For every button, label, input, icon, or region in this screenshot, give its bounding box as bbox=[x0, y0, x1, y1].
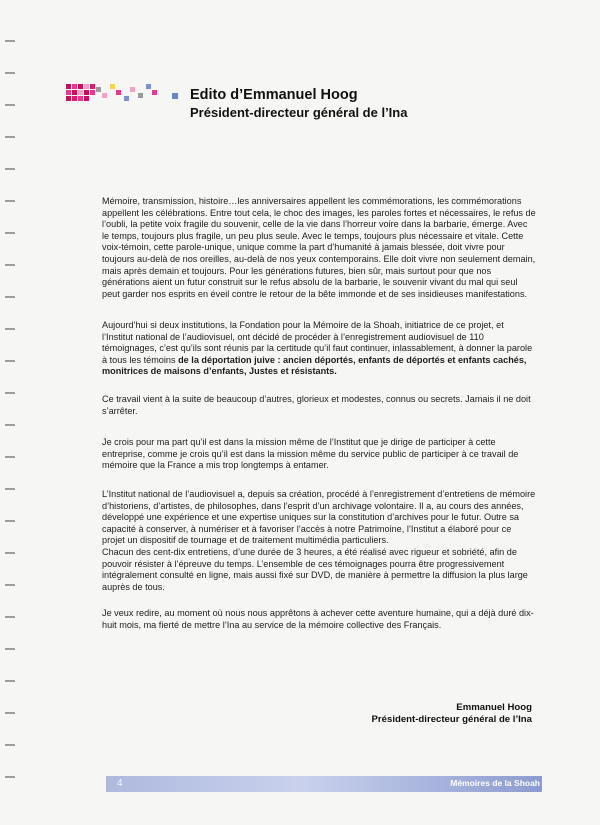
logo-square bbox=[116, 90, 121, 95]
logo-square bbox=[78, 84, 83, 89]
paragraph-5b: Chacun des cent-dix entretiens, d’une durée de 3 heures, a été réalisé avec rigueur et sobriété, afin de pouvoir résister à l’épreuve du temps. L’ensemble de ces témoignages pourra être progressivement intégralement consulté en ligne, mais aussi fixé sur DVD, de manière à permettre la diffusion la plus large auprès de tous. bbox=[102, 546, 528, 592]
binding-tick bbox=[5, 456, 15, 458]
logo-square bbox=[84, 90, 89, 95]
ina-logo-mosaic bbox=[66, 84, 166, 104]
binding-tick bbox=[5, 328, 15, 330]
binding-tick bbox=[5, 264, 15, 266]
binding-tick bbox=[5, 712, 15, 714]
binding-tick bbox=[5, 136, 15, 138]
logo-square bbox=[124, 96, 129, 101]
binding-tick bbox=[5, 552, 15, 554]
binding-tick bbox=[5, 776, 15, 778]
binding-tick bbox=[5, 360, 15, 362]
binding-tick bbox=[5, 392, 15, 394]
logo-square bbox=[66, 90, 71, 95]
binding-tick bbox=[5, 488, 15, 490]
logo-square bbox=[152, 90, 157, 95]
logo-square bbox=[84, 96, 89, 101]
logo-square bbox=[66, 96, 71, 101]
binding-tick bbox=[5, 104, 15, 106]
binding-tick bbox=[5, 680, 15, 682]
logo-square bbox=[72, 90, 77, 95]
logo-square bbox=[90, 90, 95, 95]
binding-tick bbox=[5, 648, 15, 650]
binding-tick bbox=[5, 744, 15, 746]
paragraph-4: Je crois pour ma part qu’il est dans la mission même de l’Institut que je dirige de participer à cette entreprise, comme je crois qu’il est dans la mission même du service public de participer à ce travail de mémoire que la France a mis trop longtemps à entamer. bbox=[102, 437, 519, 471]
binding-tick bbox=[5, 616, 15, 618]
paragraph-5a: L’Institut national de l’audiovisuel a, depuis sa création, procédé à l’enregistrement d’entretiens de mémoire d’historiens, d’artistes, de philosophes, dans l’esprit d’un archivage volontaire. Il a, au cours des années, développé une expérience et une expertise uniques sur la constitution d’archives pour le futur. Outre sa capacité à conserver, à numériser et à favoriser l’accès à notre Patrimoine, l’Institut a élaboré pour ce projet un dispositif de tournage et de traitement multimédia particuliers. bbox=[102, 489, 536, 546]
article-body bbox=[102, 196, 536, 630]
paragraph-1: Mémoire, transmission, histoire…les anniversaires appellent les commémorations, les commémorations appellent les célébrations. Entre tout cela, le choc des images, les paroles fortes et nécessaires, le refus de l’oubli, la petite voix fragile du souvenir, celle de la vie dans l’horreur voire dans la barbarie, émerge. Avec le temps, toujours plus fragile, un peu plus seule. Avec le temps, toujours plus nécessaire et vitale. Cette voix-témoin, cette parole-unique, unique comme la part d’humanité à jamais blessée, doit vivre pour toujours au-delà de nos oreilles, au-delà de nos yeux contemporains. Elle doit vivre non seulement demain, mais après demain et toujours. Pour les générations futures, bien sûr, mais surtout pour que nos générations aient un futur construit sur le refus absolu de la barbarie, le souvenir vivant du mal qui seul peut garder nos esprits en éveil contre le retour de la bête immonde et de ses insidieuses manifestations. bbox=[102, 196, 536, 299]
logo-square bbox=[90, 84, 95, 89]
logo-square bbox=[146, 84, 151, 89]
page-title: Edito d’Emmanuel Hoog bbox=[190, 87, 358, 103]
signature-name: Emmanuel Hoog bbox=[456, 702, 532, 713]
header bbox=[190, 86, 407, 121]
binding-tick bbox=[5, 584, 15, 586]
signature-role: Président-directeur général de l’Ina bbox=[371, 714, 532, 725]
paragraph-2-text: Aujourd’hui si deux institutions, la Fondation pour la Mémoire de la Shoah, initiatrice de ce projet, et l’Institut national de l’audiovisuel, ont décidé de procéder à l’enregistrement audiovisuel de 110 témoignages, c’est qu’ils sont réunis par la certitude qu’il faut continuer, inlassablement, à donner la parole à tous les témoins bbox=[102, 320, 533, 365]
paragraph-2-bold: de la déportation juive : ancien déportés, enfants de déportés et enfants cachés, monitrices de maisons d’enfants, Justes et résistants. bbox=[102, 354, 527, 377]
binding-tick bbox=[5, 296, 15, 298]
page-subtitle: Président-directeur général de l’Ina bbox=[190, 105, 408, 120]
logo-square bbox=[72, 84, 77, 89]
binding-tick bbox=[5, 200, 15, 202]
signature-block bbox=[372, 702, 532, 726]
logo-square bbox=[84, 84, 89, 89]
logo-square bbox=[96, 87, 101, 92]
logo-square bbox=[72, 96, 77, 101]
logo-square bbox=[138, 93, 143, 98]
logo-square bbox=[102, 93, 107, 98]
paragraph-6: Je veux redire, au moment où nous nous apprêtons à achever cette aventure humaine, qui a déjà duré dix-huit mois, ma fierté de mettre l’Ina au service de la mémoire collective des Français. bbox=[102, 608, 534, 630]
binding-tick bbox=[5, 40, 15, 42]
page-number: 4 bbox=[117, 778, 123, 789]
paragraph-3: Ce travail vient à la suite de beaucoup d’autres, glorieux et modestes, connus ou secrets. Jamais il ne doit s’arrêter. bbox=[102, 394, 531, 416]
paragraph-5 bbox=[102, 489, 536, 593]
logo-square bbox=[130, 87, 135, 92]
logo-square bbox=[110, 84, 115, 89]
logo-square bbox=[78, 96, 83, 101]
title-bullet-icon bbox=[172, 93, 178, 99]
binding-tick bbox=[5, 168, 15, 170]
footer-title: Mémoires de la Shoah bbox=[450, 778, 540, 788]
paragraph-2 bbox=[102, 320, 536, 378]
binding-tick bbox=[5, 424, 15, 426]
binding-tick bbox=[5, 72, 15, 74]
logo-square bbox=[66, 84, 71, 89]
binding-tick bbox=[5, 520, 15, 522]
logo-square bbox=[78, 90, 83, 95]
binding-ticks bbox=[5, 40, 17, 800]
binding-tick bbox=[5, 232, 15, 234]
